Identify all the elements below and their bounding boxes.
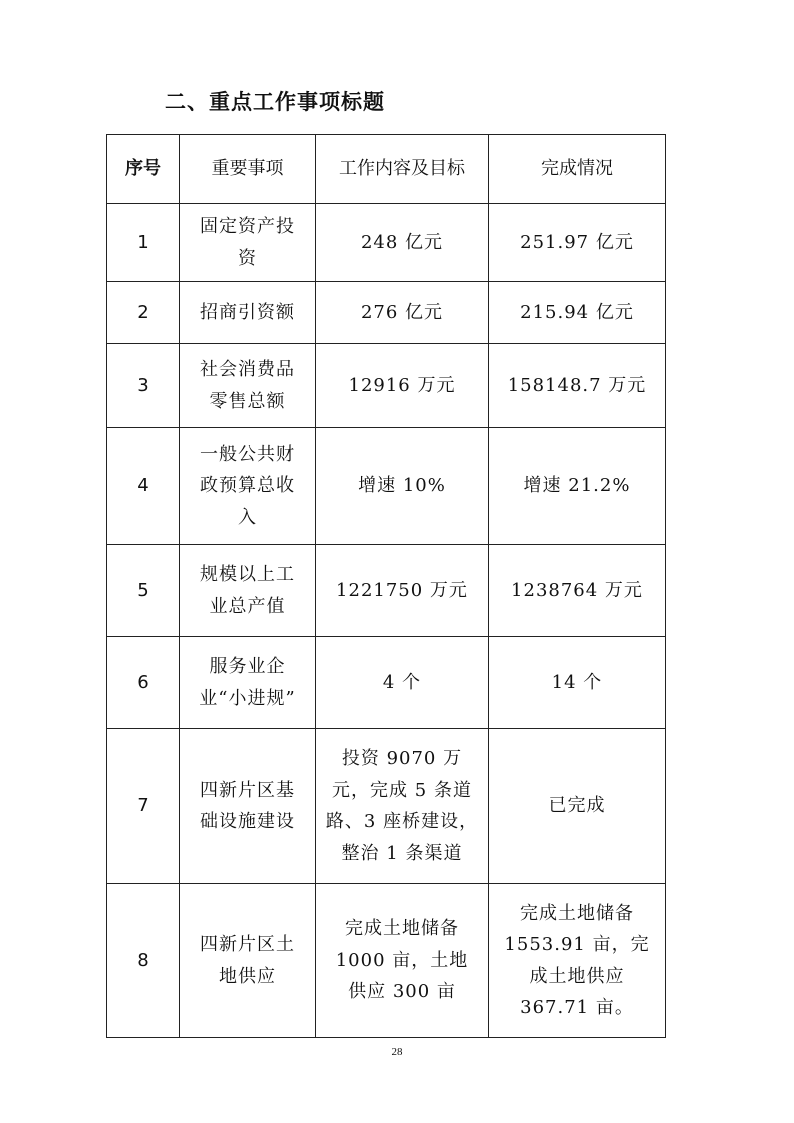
row-item-text: 社会消费品零售总额	[200, 359, 295, 412]
row-no: 4	[107, 428, 180, 545]
row-no: 2	[107, 282, 180, 344]
row-no: 3	[107, 344, 180, 428]
table-row	[107, 428, 666, 545]
row-item	[180, 729, 316, 884]
table-row	[107, 545, 666, 637]
row-done	[489, 884, 666, 1038]
row-item-text: 规模以上工业总产值	[200, 564, 295, 617]
row-done: 增速 21.2%	[489, 428, 666, 545]
row-done: 1238764 万元	[489, 545, 666, 637]
row-goal	[316, 729, 489, 884]
row-goal-text: 投资 9070 万元，完成 5 条道路、3 座桥建设，整治 1 条渠道	[325, 748, 479, 864]
row-item-text: 四新片区基础设施建设	[200, 779, 295, 832]
row-done: 158148.7 万元	[489, 344, 666, 428]
row-item-text: 服务业企业“小进规”	[199, 656, 296, 709]
row-item	[180, 344, 316, 428]
table-row	[107, 344, 666, 428]
row-goal: 增速 10%	[316, 428, 489, 545]
row-item	[180, 637, 316, 729]
header-done: 完成情况	[489, 135, 666, 204]
row-no: 7	[107, 729, 180, 884]
row-item	[180, 428, 316, 545]
row-done: 215.94 亿元	[489, 282, 666, 344]
row-goal: 4 个	[316, 637, 489, 729]
page-title: 二、重点工作事项标题	[165, 90, 385, 114]
row-item	[180, 204, 316, 282]
row-goal-text: 完成土地储备 1000 亩，土地供应 300 亩	[335, 918, 469, 1003]
row-item	[180, 545, 316, 637]
row-done: 已完成	[489, 729, 666, 884]
row-item-text: 固定资产投资	[200, 216, 295, 269]
row-done: 14 个	[489, 637, 666, 729]
row-done: 251.97 亿元	[489, 204, 666, 282]
row-no: 8	[107, 884, 180, 1038]
row-item	[180, 884, 316, 1038]
table-row	[107, 884, 666, 1038]
row-no: 1	[107, 204, 180, 282]
row-goal: 248 亿元	[316, 204, 489, 282]
header-no: 序号	[107, 135, 180, 204]
table-header-row	[107, 135, 666, 204]
row-item-text: 四新片区土地供应	[200, 934, 295, 987]
row-no: 6	[107, 637, 180, 729]
row-done-text: 完成土地储备 1553.91 亩，完成土地供应 367.71 亩。	[504, 902, 650, 1018]
row-item: 招商引资额	[180, 282, 316, 344]
table-row	[107, 282, 666, 344]
row-item-text: 一般公共财政预算总收入	[200, 443, 295, 528]
row-goal	[316, 884, 489, 1038]
row-goal: 1221750 万元	[316, 545, 489, 637]
work-items-table	[106, 134, 666, 1038]
page-number: 28	[391, 1046, 403, 1058]
header-item: 重要事项	[180, 135, 316, 204]
row-no: 5	[107, 545, 180, 637]
header-goal: 工作内容及目标	[316, 135, 489, 204]
table-row	[107, 637, 666, 729]
row-goal: 276 亿元	[316, 282, 489, 344]
table-row	[107, 204, 666, 282]
row-goal: 12916 万元	[316, 344, 489, 428]
table-row	[107, 729, 666, 884]
